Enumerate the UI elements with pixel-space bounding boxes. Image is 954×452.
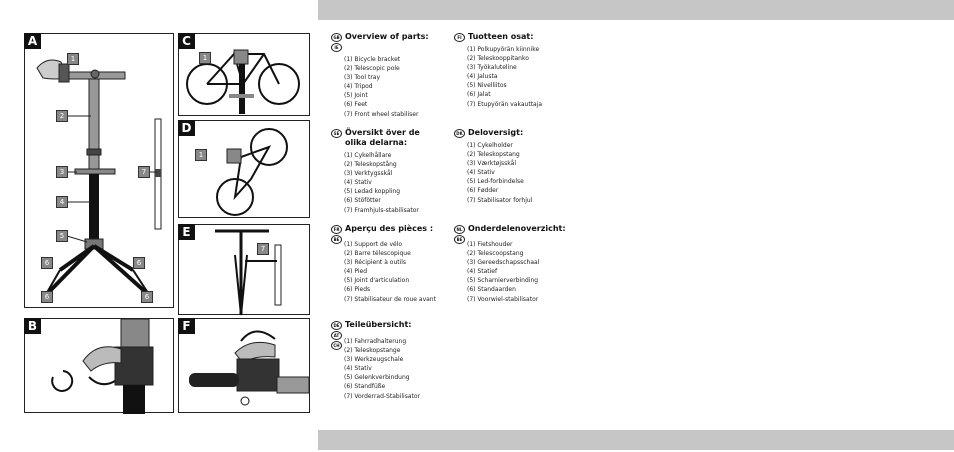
section-se (331, 128, 441, 215)
list-item: (4) Stativ (344, 179, 372, 187)
country-badge: DE (331, 321, 342, 330)
figure-panel-f (178, 318, 310, 413)
list-item: (6) Jalat (467, 91, 491, 99)
country-badge: BE (331, 235, 342, 244)
footer-bar (318, 430, 954, 450)
parts-list (454, 45, 624, 109)
callout-4: 4 (56, 196, 68, 208)
callout-7: 7 (257, 243, 269, 255)
list-item: (7) Stabilisator forhjul (467, 196, 533, 204)
section-nl (454, 224, 624, 304)
list-item: (6) Stöfötter (344, 197, 381, 205)
list-item: (5) Scharnierverbinding (467, 277, 539, 285)
callout-1: 1 (195, 149, 207, 161)
list-item: (4) Tripod (344, 83, 373, 91)
list-item: (2) Telescopic pole (344, 65, 400, 73)
figure-panel-a (24, 33, 174, 308)
list-item: (5) Gelenkverbindung (344, 374, 410, 382)
list-item: (4) Stativ (467, 169, 495, 177)
list-item: (2) Teleskopstang (467, 151, 520, 159)
country-badge: BE (454, 235, 465, 244)
list-item: (6) Feet (344, 101, 368, 109)
section-title: Tuotteen osat: (468, 32, 534, 41)
section-title: Deloversigt: (468, 128, 524, 137)
header-bar (318, 0, 954, 20)
list-item: (1) Cykelholder (467, 142, 513, 149)
tilted-bicycle-illustration (179, 121, 311, 219)
panel-label: D (178, 120, 195, 136)
list-item: (1) Support de vélo (344, 241, 403, 248)
callout-6-right: 6 (133, 257, 145, 269)
country-badge: DK (454, 129, 465, 138)
panel-label: F (178, 318, 195, 334)
panel-label: A (24, 33, 41, 49)
parts-list (331, 337, 501, 401)
country-badge: CH (331, 341, 342, 350)
list-item: (5) Ledad koppling (344, 188, 401, 196)
list-item: (5) Joint (344, 92, 368, 100)
country-badge: AT (331, 331, 342, 340)
callout-5: 5 (56, 230, 68, 242)
list-item: (3) Tool tray (344, 74, 381, 82)
list-item: (1) Fietshouder (467, 241, 513, 248)
section-dk (454, 128, 624, 205)
list-item: (4) Statief (467, 268, 498, 276)
section-fi (454, 32, 624, 109)
list-item: (5) Led-forbindelse (467, 178, 524, 186)
country-badge: NL (454, 225, 465, 234)
clamp-detail-illustration (179, 319, 311, 414)
section-title: Onderdelenoverzicht: (468, 224, 566, 233)
country-badge: IE (331, 43, 342, 52)
list-item: (4) Pied (344, 268, 368, 276)
list-item: (1) Fahrradhalterung (344, 338, 407, 345)
parts-list (454, 141, 624, 205)
figure-panel-b (24, 318, 174, 413)
panel-label: E (178, 224, 195, 240)
list-item: (2) Teleskooppitanko (467, 55, 529, 63)
callout-6-left: 6 (41, 257, 53, 269)
mounted-bicycle-illustration (179, 34, 311, 117)
list-item: (3) Werkzeugschale (344, 356, 404, 364)
list-item: (6) Standaarden (467, 286, 516, 294)
list-item: (7) Stabilisateur de roue avant (344, 295, 436, 303)
figure-panel-e (178, 224, 310, 315)
section-title: Teileübersicht: (345, 320, 412, 329)
list-item: (7) Etupyörän vakauttaja (467, 100, 543, 108)
country-badge: GB (331, 33, 342, 42)
list-item: (3) Työkaluteline (467, 64, 517, 72)
list-item: (3) Gereedschapsschaal (467, 259, 540, 267)
parts-list (454, 240, 624, 304)
list-item: (5) Nivelliitos (467, 82, 507, 90)
list-item: (3) Verktygsskål (344, 170, 393, 178)
callout-6-bottom-left: 6 (41, 291, 53, 303)
list-item: (3) Récipient à outils (344, 259, 407, 267)
callout-1: 1 (199, 52, 211, 64)
callout-6-bottom-right: 6 (141, 291, 153, 303)
country-badge: FR (331, 225, 342, 234)
country-badge: FI (454, 33, 465, 42)
list-item: (5) Joint d'articulation (344, 277, 410, 285)
callout-2: 2 (56, 110, 68, 122)
list-item: (2) Teleskopstång (344, 161, 397, 169)
list-item: (1) Cykelhållare (344, 152, 392, 159)
section-title: Aperçu des pièces : (345, 224, 434, 233)
parts-list (331, 151, 441, 215)
list-item: (6) Fødder (467, 187, 499, 195)
figure-panel-d (178, 120, 310, 218)
list-item: (4) Stativ (344, 365, 372, 373)
callout-7: 7 (138, 166, 150, 178)
list-item: (2) Barre télescopique (344, 250, 411, 258)
front-wheel-stabiliser-illustration (179, 225, 311, 316)
list-item: (1) Bicycle bracket (344, 56, 401, 63)
panel-label: C (178, 33, 195, 49)
list-item: (2) Telescoopstang (467, 250, 524, 258)
list-item: (4) Jalusta (467, 73, 498, 81)
section-title: Översikt över de olika delarna: (345, 128, 420, 147)
list-item: (1) Polkupyörän kiinnike (467, 46, 540, 53)
section-title: Overview of parts: (345, 32, 429, 41)
list-item: (7) Vorderrad-Stabilisator (344, 392, 420, 400)
list-item: (2) Teleskopstange (344, 347, 401, 355)
panel-label: B (24, 318, 41, 334)
callout-1: 1 (67, 53, 79, 65)
list-item: (7) Framhjuls-stabilisator (344, 206, 419, 214)
list-item: (6) Standfüße (344, 383, 386, 391)
list-item: (6) Pieds (344, 286, 371, 294)
figure-panel-c (178, 33, 310, 116)
callout-3: 3 (56, 166, 68, 178)
joint-detail-illustration (25, 319, 175, 414)
list-item: (3) Værktøjsskål (467, 160, 516, 168)
list-item: (7) Front wheel stabiliser (344, 110, 419, 118)
list-item: (7) Voorwiel-stabilisator (467, 295, 539, 303)
country-badge: SE (331, 129, 342, 138)
section-de (331, 320, 501, 401)
